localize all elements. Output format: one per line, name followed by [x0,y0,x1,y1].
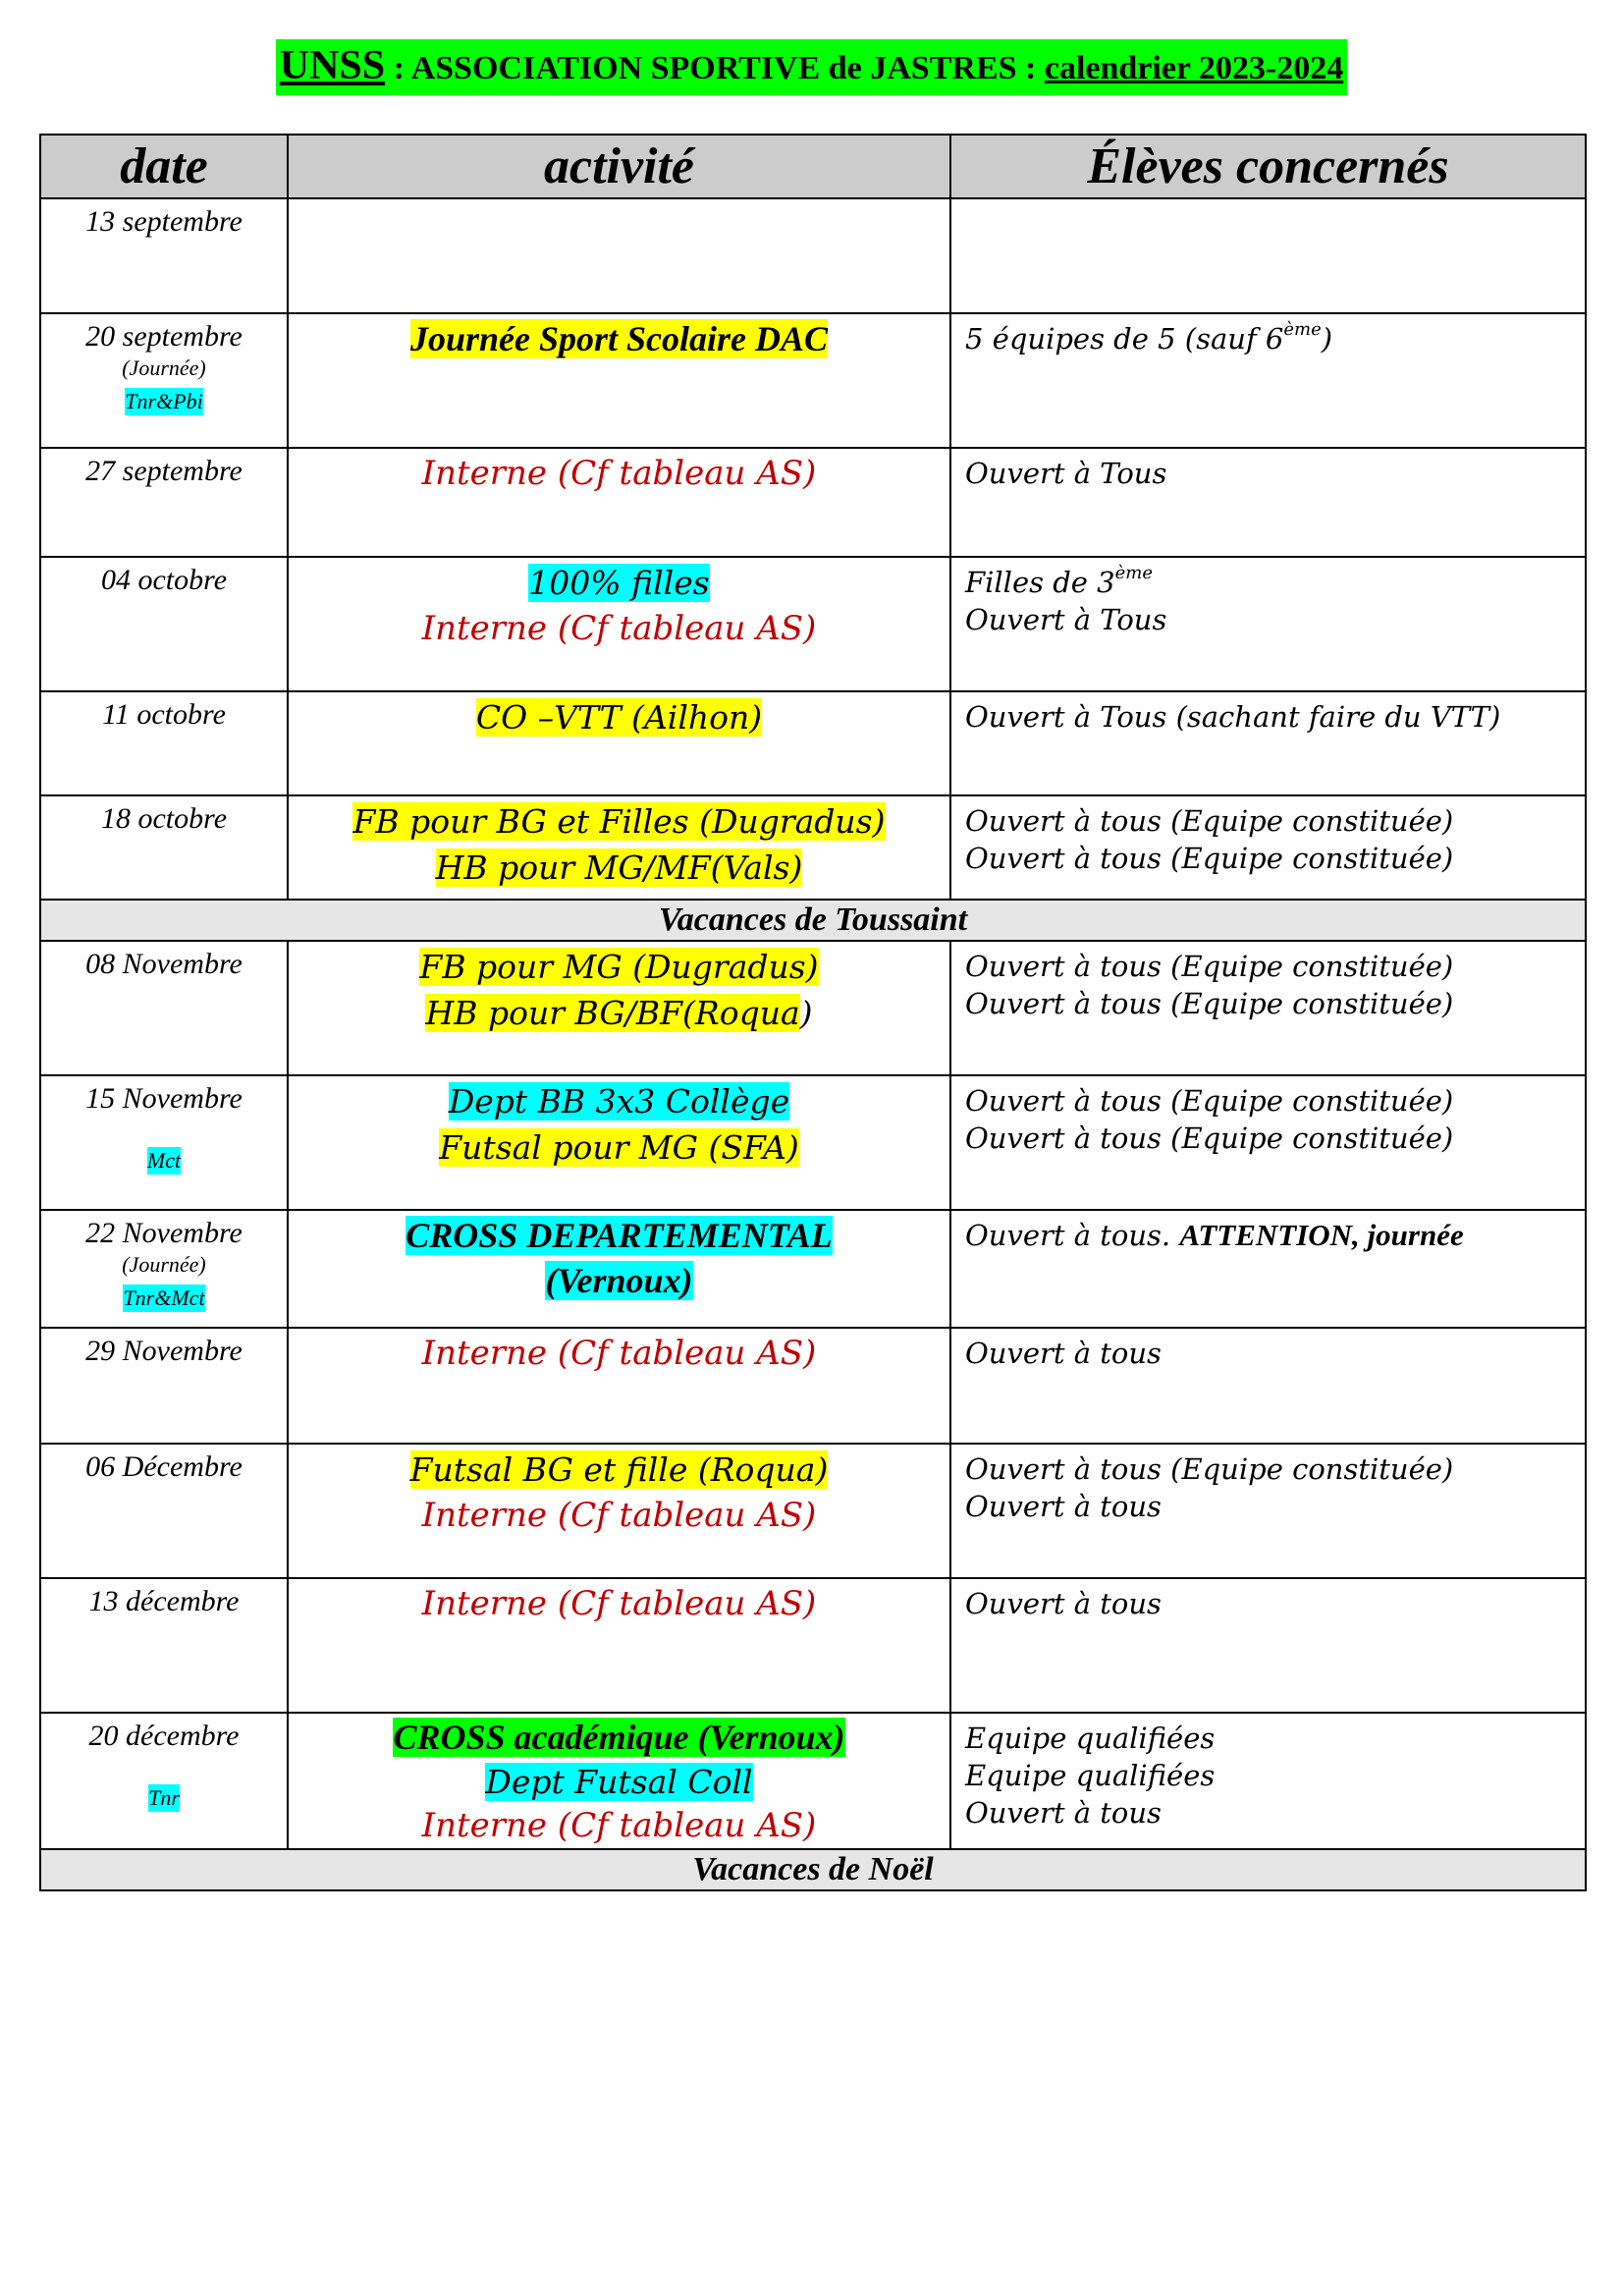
date-text: 29 Novembre [85,1335,243,1367]
date-cell [40,557,288,691]
students-cell [950,1444,1586,1578]
activity-cell [288,1328,950,1444]
date-cell [40,795,288,900]
activity-cell [288,1075,950,1210]
activity-line: FB pour MG (Dugradus) [419,948,819,986]
date-text: 06 Décembre [85,1450,243,1483]
table-row [40,1578,1586,1713]
date-cell [40,1713,288,1849]
holiday-label: Vacances de Toussaint [40,900,1586,941]
students-cell [950,1328,1586,1444]
students-text: Ouvert à Tous (sachant faire du VTT) [965,700,1501,734]
teacher-tag: Tnr&Mct [123,1285,205,1310]
date-text: 08 Novembre [85,948,243,980]
activity-line: Interne (Cf tableau AS) [421,454,817,493]
holiday-row [40,900,1586,941]
activity-line: 100% filles [528,564,710,602]
date-cell [40,691,288,795]
date-cell [40,1578,288,1713]
activity-line: Journée Sport Scolaire DAC [409,319,829,358]
table-row [40,557,1586,691]
activity-line: CO –VTT (Ailhon) [475,698,763,737]
date-text: 27 septembre [85,455,243,487]
students-text-end: ) [1321,322,1333,355]
students-cell [950,1210,1586,1328]
title-association: : ASSOCIATION SPORTIVE de JASTRES : [385,50,1045,86]
table-row [40,1713,1586,1849]
date-cell [40,1444,288,1578]
date-cell [40,941,288,1075]
activity-line: CROSS académique (Vernoux) [393,1718,845,1757]
students-text: Ouvert à tous [965,1796,1162,1830]
table-row [40,313,1586,448]
students-cell [950,1578,1586,1713]
date-subtitle: (Journée) [122,1252,206,1277]
students-cell [950,941,1586,1075]
students-text: Ouvert à tous (Equipe constituée) [965,804,1454,838]
students-text: Ouvert à tous (Equipe constituée) [965,1121,1454,1155]
date-cell [40,448,288,557]
students-warning: ATTENTION, journée [1179,1218,1464,1252]
table-row [40,691,1586,795]
activity-line: CROSS DEPARTEMENTAL [406,1216,833,1255]
students-text: Equipe qualifiées [965,1722,1216,1755]
students-text: Ouvert à tous [965,1490,1162,1523]
table-row [40,1210,1586,1328]
activity-cell [288,313,950,448]
activity-cell [288,448,950,557]
date-cell [40,198,288,313]
table-row [40,795,1586,900]
table-row [40,1075,1586,1210]
title-calendar: calendrier 2023-2024 [1044,50,1344,86]
activity-line: (Vernoux) [545,1261,693,1300]
teacher-tag: Tnr&Pbi [125,389,203,413]
activity-cell [288,1444,950,1578]
students-text: Ouvert à tous (Equipe constituée) [965,1084,1454,1118]
students-text: 5 équipes de 5 (sauf 6 [965,322,1284,355]
activity-line: Interne (Cf tableau AS) [421,1584,817,1623]
students-text: Filles de 3 [965,566,1115,599]
header-date: date [40,135,288,198]
table-row [40,941,1586,1075]
students-text: Ouvert à tous [965,1337,1162,1370]
activity-line: HB pour BG/BF(Roqua [425,994,800,1032]
students-cell [950,1075,1586,1210]
activity-line: HB pour MG/MF(Vals) [435,848,803,887]
students-text: Ouvert à Tous [965,457,1167,490]
header-eleves: Élèves concernés [950,135,1586,198]
activity-cell [288,198,950,313]
holiday-label: Vacances de Noël [40,1849,1586,1890]
date-text: 20 décembre [88,1720,240,1752]
teacher-tag: Mct [146,1148,182,1173]
activity-line: Interne (Cf tableau AS) [421,1806,817,1845]
table-row [40,1328,1586,1444]
students-text: Ouvert à tous [965,1587,1162,1620]
superscript: ème [1283,319,1322,340]
students-cell [950,313,1586,448]
header-row [40,135,1586,198]
date-text: 13 septembre [85,205,243,238]
activity-line: Interne (Cf tableau AS) [421,609,817,648]
date-text: 11 octobre [102,698,226,731]
date-cell [40,1210,288,1328]
students-cell [950,795,1586,900]
date-text: 22 Novembre [85,1217,243,1249]
date-text: 04 octobre [100,564,228,596]
students-text: Ouvert à tous. [965,1219,1180,1252]
students-cell [950,448,1586,557]
students-cell [950,691,1586,795]
superscript: ème [1114,563,1153,583]
table-row [40,448,1586,557]
date-text: 20 septembre [85,320,243,353]
date-cell [40,1075,288,1210]
date-text: 13 décembre [88,1585,240,1617]
activity-cell [288,941,950,1075]
date-text: 15 Novembre [85,1082,243,1115]
activity-line: Futsal pour MG (SFA) [439,1128,799,1167]
table-row [40,1444,1586,1578]
students-text: Ouvert à tous (Equipe constituée) [965,1452,1454,1486]
calendar-table [39,134,1587,1891]
activity-cell [288,1210,950,1328]
holiday-row [40,1849,1586,1890]
date-cell [40,313,288,448]
activity-cell [288,795,950,900]
students-text: Ouvert à tous (Equipe constituée) [965,950,1454,983]
table-row [40,198,1586,313]
students-text: Equipe qualifiées [965,1759,1216,1792]
students-text: Ouvert à tous (Equipe constituée) [965,987,1454,1020]
teacher-tag: Tnr [148,1785,180,1810]
students-cell [950,198,1586,313]
activity-line: Futsal BG et fille (Roqua) [409,1450,829,1489]
activity-cell [288,1713,950,1849]
date-cell [40,1328,288,1444]
date-subtitle: (Journée) [122,355,206,380]
activity-cell [288,691,950,795]
activity-line-end: ) [799,994,813,1032]
date-text: 18 octobre [100,802,228,835]
title-banner [276,39,1347,95]
activity-line: Interne (Cf tableau AS) [421,1334,817,1373]
activity-cell [288,557,950,691]
students-text: Ouvert à tous (Equipe constituée) [965,842,1454,875]
activity-line: Interne (Cf tableau AS) [421,1496,817,1535]
activity-line: Dept Futsal Coll [485,1763,753,1801]
activity-line: FB pour BG et Filles (Dugradus) [352,802,886,841]
activity-line: Dept BB 3x3 Collège [448,1082,790,1121]
students-text: Ouvert à Tous [965,603,1167,636]
students-cell [950,1713,1586,1849]
header-activite: activité [288,135,950,198]
activity-cell [288,1578,950,1713]
students-cell [950,557,1586,691]
title-unss: UNSS [279,43,386,88]
page-title [0,39,1623,95]
